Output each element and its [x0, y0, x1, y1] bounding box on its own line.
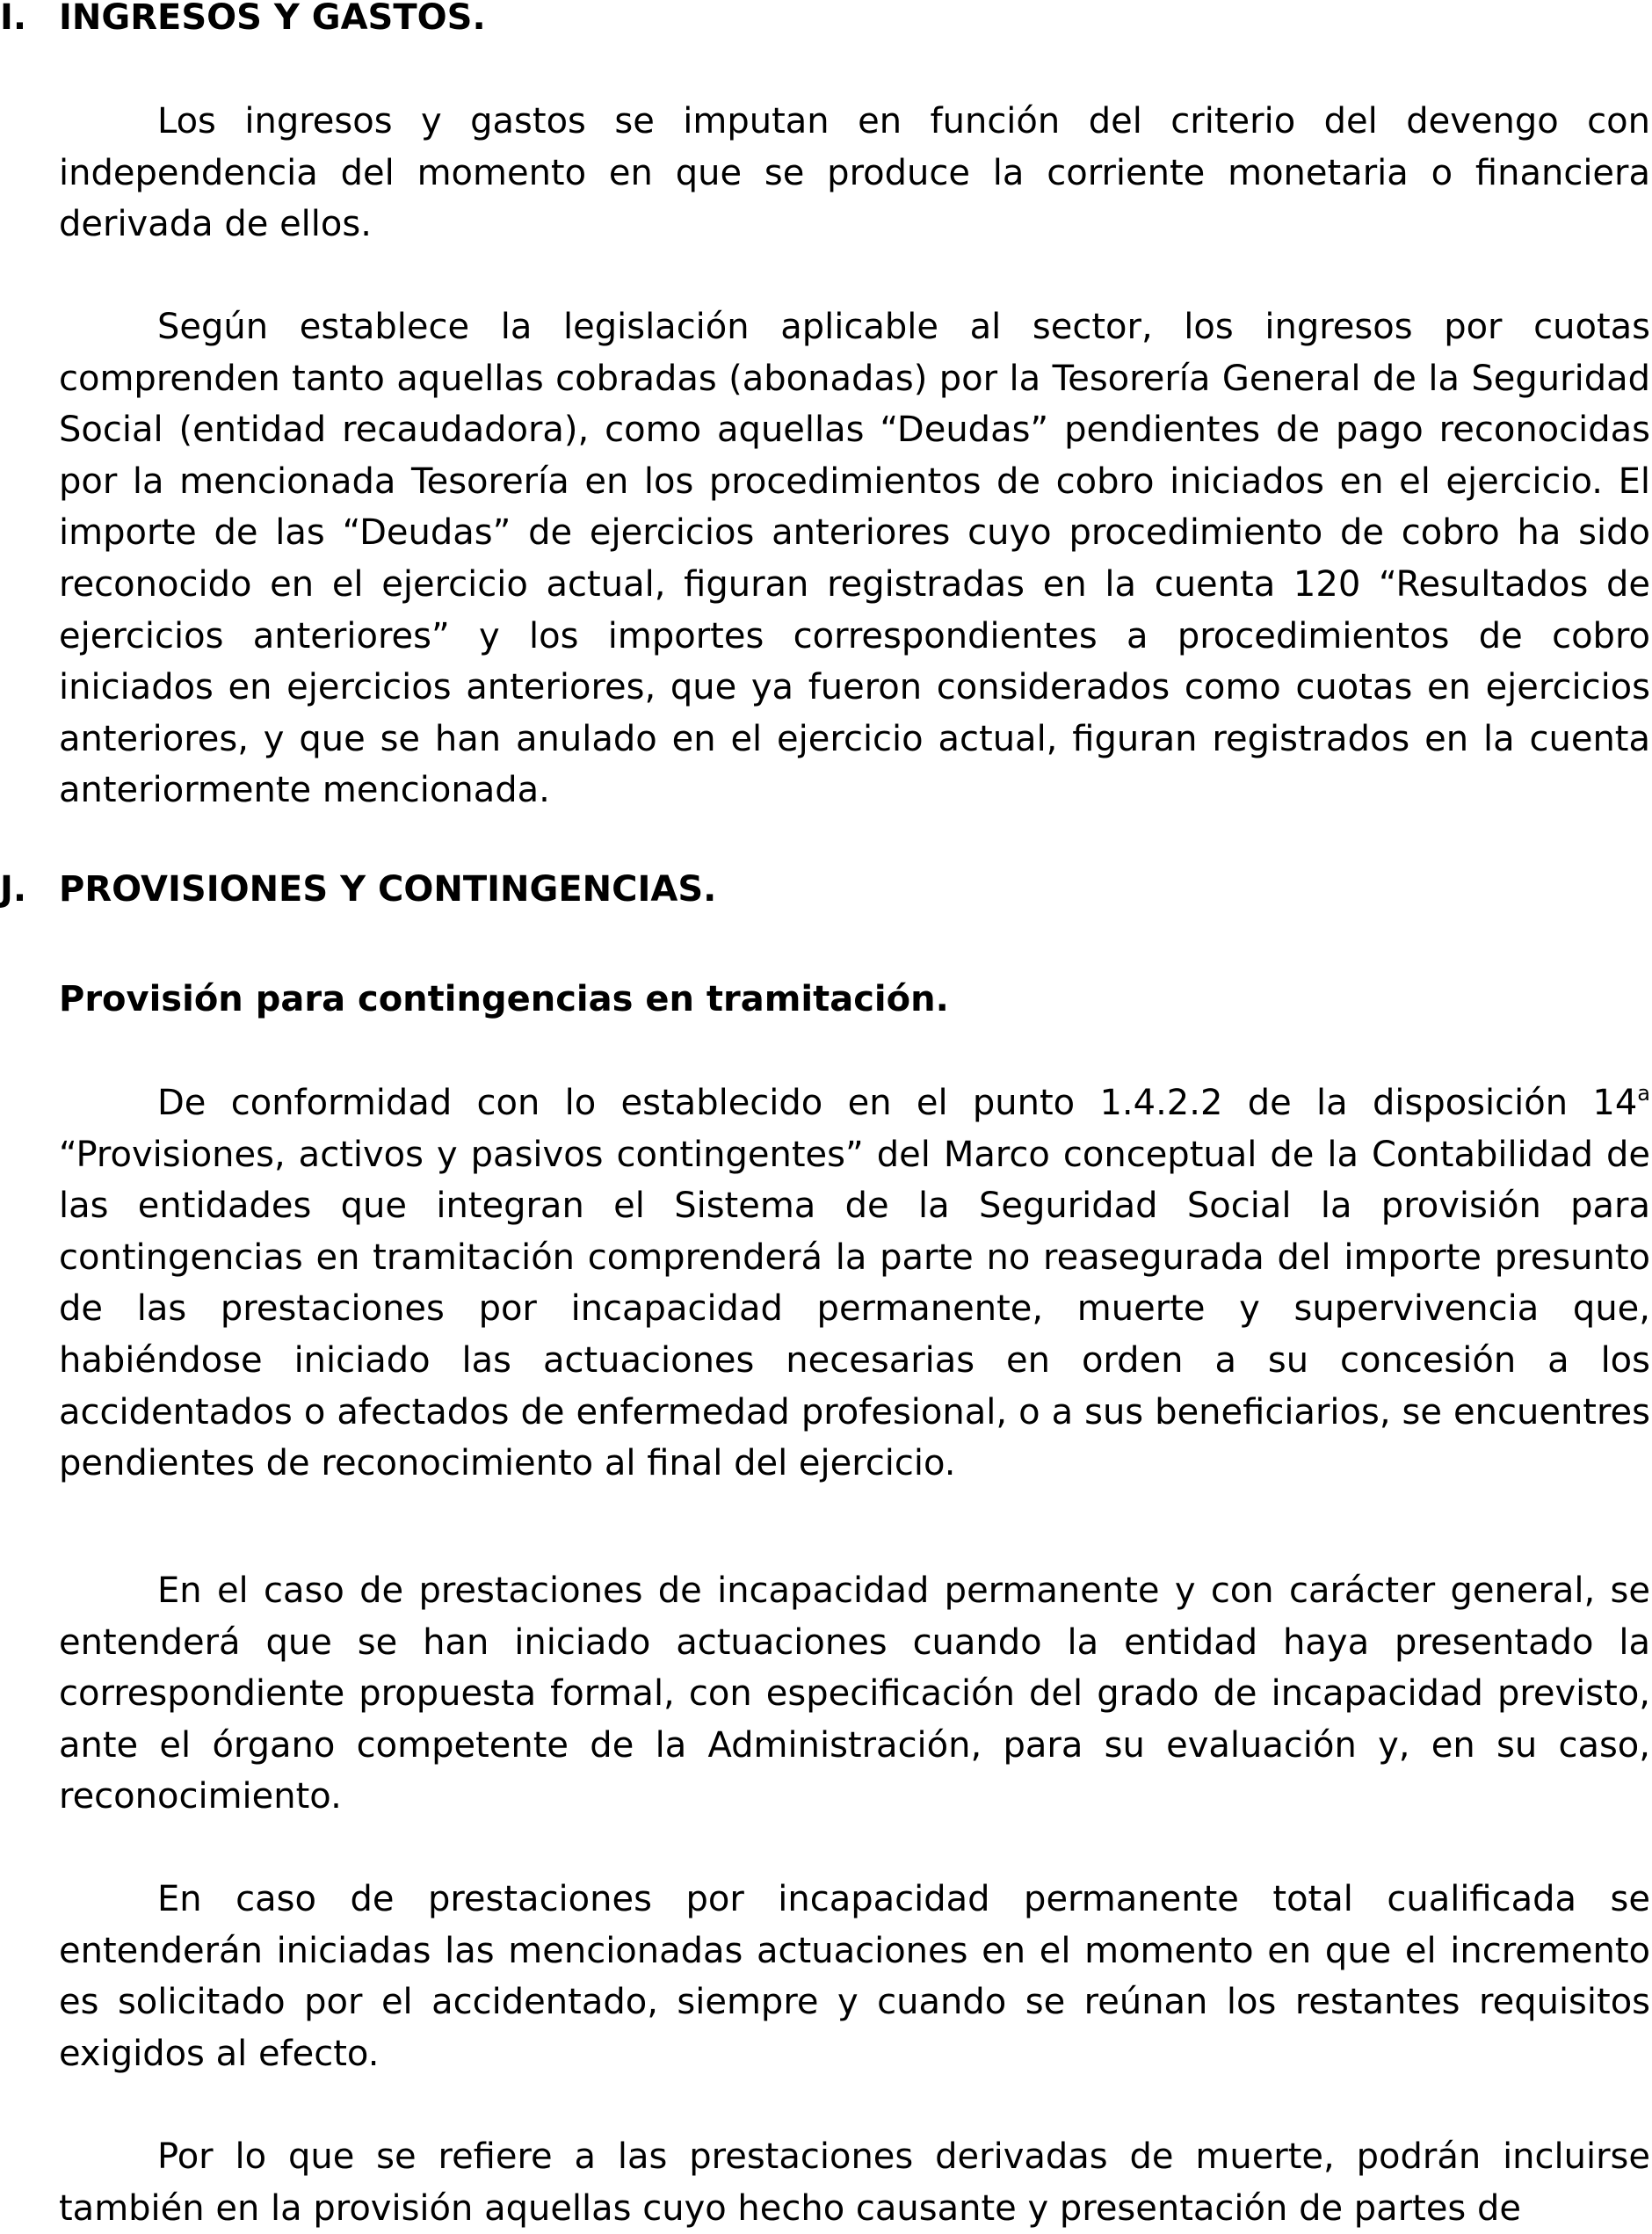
paragraph-devengo: Los ingresos y gastos se imputan en función del criterio del devengo con independencia del momento en que se produce la corriente monetaria o financiera derivada de ellos. [59, 101, 1650, 245]
paragraph-incapacidad-permanente: En el caso de prestaciones de incapacidad permanente y con carácter general, se entenderá que se han iniciado actuaciones cuando la entidad haya presentado la correspondiente propuesta formal, con especificación del grado de incapacidad previsto, ante el órgano competente de la Administración, para su evaluación y, en su caso, reconocimiento. [59, 1570, 1650, 1817]
section-i-heading [0, 0, 486, 44]
paragraph-provision [59, 1077, 1650, 1490]
section-j-marker: J. [0, 869, 27, 910]
paragraph-muerte: Por lo que se refiere a las prestaciones derivadas de muerte, podrán incluirse también en la provisión aquellas cuyo hecho causante y presentación de partes de [59, 2136, 1650, 2229]
ordinal-superscript: a [1637, 1081, 1650, 1106]
paragraph-provision-start: De conformidad con lo establecido en el punto 1.4.2.2 de la disposición 14 [157, 1083, 1638, 1123]
section-i-marker: I. [0, 0, 27, 38]
paragraph-cuotas: Según establece la legislación aplicable al sector, los ingresos por cuotas comprenden tanto aquellas cobradas (abonadas) por la Tesorería General de la Seguridad Social (entidad recaudadora), como aquellas “Deudas” pendientes de pago reconocidas por la mencionada Tesorería en los procedimientos de cobro iniciados en el ejercicio. El importe de las “Deudas” de ejercicios anteriores cuyo procedimiento de cobro ha sido reconocido en el ejercicio actual, figuran registradas en la cuenta 120 “Resultados de ejercicios anteriores” y los importes correspondientes a procedimientos de cobro iniciados en ejercicios anteriores, que ya fueron considerados como cuotas en ejercicios anteriores, y que se han anulado en el ejercicio actual, figuran registrados en la cuenta anteriormente mencionada. [59, 307, 1650, 811]
section-j-title: PROVISIONES Y CONTINGENCIAS. [59, 869, 717, 910]
paragraph-incapacidad-total: En caso de prestaciones por incapacidad permanente total cualificada se entenderán iniciadas las mencionadas actuaciones en el momento en que el incremento es solicitado por el accidentado, siempre y cuando se reúnan los restantes requisitos exigidos al efecto. [59, 1879, 1650, 2074]
section-j-heading [0, 864, 716, 916]
provision-subheading: Provisión para contingencias en tramitación. [59, 979, 949, 1019]
section-i-title: INGRESOS Y GASTOS. [59, 0, 486, 38]
paragraph-provision-rest: “Provisiones, activos y pasivos contingentes” del Marco conceptual de la Contabilidad de las entidades que integran el Sistema de la Seguridad Social la provisión para contingencias en tramitación comprenderá la parte no reasegurada del importe presunto de las prestaciones por incapacidad permanente, muerte y supervivencia que, habiéndose iniciado las actuaciones necesarias en orden a su concesión a los accidentados o afectados de enfermedad profesional, o a sus beneficiarios, se encuentres pendientes de reconocimiento al final del ejercicio. [59, 1134, 1650, 1484]
